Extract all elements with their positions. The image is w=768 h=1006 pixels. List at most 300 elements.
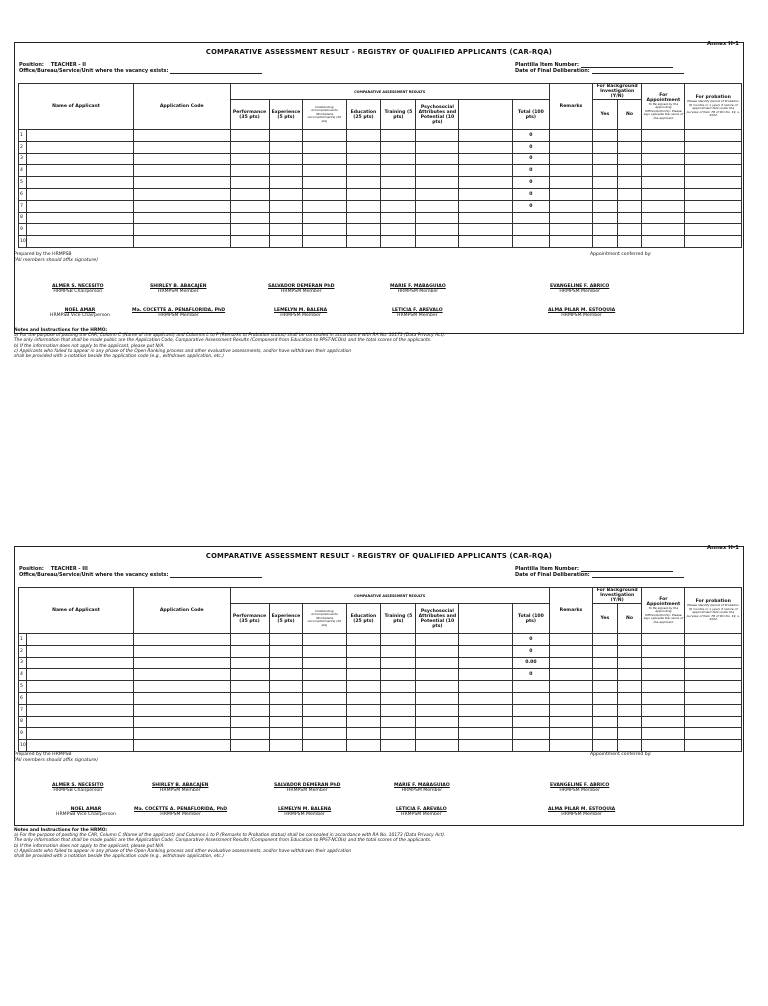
score-cell[interactable] — [303, 728, 346, 740]
score-cell[interactable] — [459, 692, 512, 704]
total-cell — [512, 704, 549, 716]
name-cell[interactable] — [27, 692, 134, 704]
code-cell[interactable] — [133, 669, 230, 681]
score-cell[interactable] — [459, 645, 512, 657]
no-cell[interactable] — [617, 716, 642, 728]
score-cell[interactable] — [269, 692, 303, 704]
appointment-cell[interactable] — [642, 634, 685, 646]
score-cell[interactable] — [416, 130, 459, 142]
probation-cell[interactable] — [685, 141, 742, 153]
score-cell[interactable] — [269, 212, 303, 224]
remarks-cell[interactable] — [549, 212, 592, 224]
score-cell[interactable] — [269, 740, 303, 752]
score-cell[interactable] — [269, 141, 303, 153]
no-cell[interactable] — [617, 236, 642, 248]
code-cell[interactable] — [133, 141, 230, 153]
appointment-cell[interactable] — [642, 212, 685, 224]
no-cell[interactable] — [617, 728, 642, 740]
score-cell[interactable] — [381, 224, 416, 236]
score-cell[interactable] — [459, 236, 512, 248]
appointment-cell[interactable] — [642, 692, 685, 704]
yes-cell[interactable] — [593, 212, 618, 224]
score-cell[interactable] — [269, 153, 303, 165]
yes-cell[interactable] — [593, 224, 618, 236]
score-cell[interactable] — [346, 692, 381, 704]
probation-cell[interactable] — [685, 634, 742, 646]
score-cell[interactable] — [346, 165, 381, 177]
score-cell[interactable] — [416, 657, 459, 669]
score-cell[interactable] — [416, 141, 459, 153]
score-cell[interactable] — [346, 212, 381, 224]
score-cell[interactable] — [230, 177, 269, 189]
score-cell[interactable] — [269, 716, 303, 728]
score-cell[interactable] — [269, 200, 303, 212]
score-cell[interactable] — [303, 716, 346, 728]
score-cell[interactable] — [381, 669, 416, 681]
score-cell[interactable] — [230, 669, 269, 681]
yes-cell[interactable] — [593, 130, 618, 142]
row-number: 9 — [19, 224, 27, 236]
score-cell[interactable] — [303, 188, 346, 200]
name-cell[interactable] — [27, 236, 134, 248]
score-cell[interactable] — [269, 236, 303, 248]
score-cell[interactable] — [346, 153, 381, 165]
score-cell[interactable] — [230, 200, 269, 212]
code-cell[interactable] — [133, 716, 230, 728]
score-cell[interactable] — [459, 224, 512, 236]
remarks-cell[interactable] — [549, 728, 592, 740]
signatory: LETICIA F. AREVALO HRMPSM Member — [396, 807, 447, 818]
score-cell[interactable] — [459, 634, 512, 646]
score-cell[interactable] — [230, 165, 269, 177]
yes-cell[interactable] — [593, 716, 618, 728]
remarks-cell[interactable] — [549, 645, 592, 657]
name-cell[interactable] — [27, 740, 134, 752]
score-cell[interactable] — [381, 681, 416, 693]
score-cell[interactable] — [416, 212, 459, 224]
no-cell[interactable] — [617, 188, 642, 200]
probation-cell[interactable] — [685, 188, 742, 200]
header-name: Name of Applicant — [19, 84, 134, 130]
remarks-cell[interactable] — [549, 153, 592, 165]
remarks-cell[interactable] — [549, 224, 592, 236]
score-cell[interactable] — [346, 188, 381, 200]
remarks-cell[interactable] — [549, 704, 592, 716]
score-cell[interactable] — [416, 153, 459, 165]
remarks-cell[interactable] — [549, 692, 592, 704]
score-cell[interactable] — [381, 212, 416, 224]
appointment-cell[interactable] — [642, 716, 685, 728]
probation-cell[interactable] — [685, 704, 742, 716]
appointment-cell[interactable] — [642, 153, 685, 165]
no-cell[interactable] — [617, 153, 642, 165]
row-number: 10 — [19, 740, 27, 752]
no-cell[interactable] — [617, 657, 642, 669]
yes-cell[interactable] — [593, 236, 618, 248]
score-cell[interactable] — [381, 130, 416, 142]
header-application-code: Application Code — [133, 84, 230, 130]
remarks-cell[interactable] — [549, 130, 592, 142]
probation-cell[interactable] — [685, 716, 742, 728]
name-cell[interactable] — [27, 212, 134, 224]
score-cell[interactable] — [303, 634, 346, 646]
score-cell[interactable] — [346, 141, 381, 153]
score-cell[interactable] — [381, 141, 416, 153]
score-cell[interactable] — [381, 188, 416, 200]
probation-cell[interactable] — [685, 728, 742, 740]
form-meta-right — [515, 62, 684, 74]
appointment-cell[interactable] — [642, 704, 685, 716]
score-cell[interactable] — [381, 177, 416, 189]
yes-cell[interactable] — [593, 153, 618, 165]
score-cell[interactable] — [269, 177, 303, 189]
code-cell[interactable] — [133, 634, 230, 646]
remarks-cell[interactable] — [549, 669, 592, 681]
name-cell[interactable] — [27, 657, 134, 669]
score-cell[interactable] — [303, 681, 346, 693]
remarks-cell[interactable] — [549, 657, 592, 669]
name-cell[interactable] — [27, 165, 134, 177]
score-cell[interactable] — [346, 657, 381, 669]
code-cell[interactable] — [133, 188, 230, 200]
form-meta-left — [19, 62, 262, 74]
yes-cell[interactable] — [593, 704, 618, 716]
score-cell[interactable] — [381, 704, 416, 716]
yes-cell[interactable] — [593, 681, 618, 693]
score-cell[interactable] — [303, 704, 346, 716]
score-cell[interactable] — [416, 716, 459, 728]
deliberation-field[interactable] — [592, 69, 684, 74]
score-cell[interactable] — [303, 236, 346, 248]
header-training: Training (5 pts) — [381, 604, 416, 634]
score-cell[interactable] — [459, 740, 512, 752]
score-cell[interactable] — [459, 212, 512, 224]
no-cell[interactable] — [617, 212, 642, 224]
remarks-cell[interactable] — [549, 236, 592, 248]
yes-cell[interactable] — [593, 177, 618, 189]
score-cell[interactable] — [459, 141, 512, 153]
score-cell[interactable] — [269, 165, 303, 177]
score-cell[interactable] — [416, 704, 459, 716]
yes-cell[interactable] — [593, 740, 618, 752]
score-cell[interactable] — [459, 165, 512, 177]
no-cell[interactable] — [617, 634, 642, 646]
code-cell[interactable] — [133, 177, 230, 189]
score-cell[interactable] — [303, 645, 346, 657]
probation-cell[interactable] — [685, 681, 742, 693]
score-cell[interactable] — [303, 212, 346, 224]
code-cell[interactable] — [133, 645, 230, 657]
probation-cell[interactable] — [685, 212, 742, 224]
code-cell[interactable] — [133, 681, 230, 693]
appointment-cell[interactable] — [642, 740, 685, 752]
position-value: TEACHER - II — [50, 62, 86, 68]
no-cell[interactable] — [617, 645, 642, 657]
score-cell[interactable] — [269, 224, 303, 236]
appointment-cell[interactable] — [642, 681, 685, 693]
score-cell[interactable] — [303, 224, 346, 236]
probation-cell[interactable] — [685, 669, 742, 681]
yes-cell[interactable] — [593, 669, 618, 681]
score-cell[interactable] — [230, 681, 269, 693]
no-cell[interactable] — [617, 141, 642, 153]
score-cell[interactable] — [416, 165, 459, 177]
score-cell[interactable] — [381, 165, 416, 177]
score-cell[interactable] — [346, 645, 381, 657]
score-cell[interactable] — [459, 188, 512, 200]
yes-cell[interactable] — [593, 141, 618, 153]
score-cell[interactable] — [381, 153, 416, 165]
score-cell[interactable] — [346, 200, 381, 212]
score-cell[interactable] — [416, 634, 459, 646]
score-cell[interactable] — [459, 657, 512, 669]
score-cell[interactable] — [346, 681, 381, 693]
no-cell[interactable] — [617, 669, 642, 681]
score-cell[interactable] — [230, 645, 269, 657]
appointment-cell[interactable] — [642, 188, 685, 200]
code-cell[interactable] — [133, 212, 230, 224]
office-field[interactable] — [170, 69, 262, 74]
score-cell[interactable] — [269, 704, 303, 716]
probation-cell[interactable] — [685, 153, 742, 165]
score-cell[interactable] — [303, 657, 346, 669]
remarks-cell[interactable] — [549, 634, 592, 646]
code-cell[interactable] — [133, 224, 230, 236]
appointment-conferred-label: Appointment conferred by: — [590, 752, 652, 757]
no-cell[interactable] — [617, 740, 642, 752]
appointment-cell[interactable] — [642, 177, 685, 189]
remarks-cell[interactable] — [549, 177, 592, 189]
score-cell[interactable] — [230, 728, 269, 740]
score-cell[interactable] — [230, 153, 269, 165]
form-title: COMPARATIVE ASSESSMENT RESULT - REGISTRY OF QUALIFIED APPLICANTS (CAR-RQA) — [205, 552, 553, 560]
score-cell[interactable] — [230, 692, 269, 704]
score-cell[interactable] — [346, 236, 381, 248]
yes-cell[interactable] — [593, 645, 618, 657]
code-cell[interactable] — [133, 740, 230, 752]
score-cell[interactable] — [230, 212, 269, 224]
remarks-cell[interactable] — [549, 165, 592, 177]
appointment-cell[interactable] — [642, 130, 685, 142]
score-cell[interactable] — [381, 200, 416, 212]
score-cell[interactable] — [346, 728, 381, 740]
probation-cell[interactable] — [685, 740, 742, 752]
yes-cell[interactable] — [593, 728, 618, 740]
no-cell[interactable] — [617, 224, 642, 236]
code-cell[interactable] — [133, 657, 230, 669]
appointment-cell[interactable] — [642, 669, 685, 681]
score-cell[interactable] — [269, 130, 303, 142]
name-cell[interactable] — [27, 634, 134, 646]
name-cell[interactable] — [27, 716, 134, 728]
score-cell[interactable] — [381, 728, 416, 740]
no-cell[interactable] — [617, 704, 642, 716]
deliberation-field[interactable] — [592, 573, 684, 578]
score-cell[interactable] — [459, 200, 512, 212]
code-cell[interactable] — [133, 704, 230, 716]
appointment-cell[interactable] — [642, 200, 685, 212]
yes-cell[interactable] — [593, 692, 618, 704]
score-cell[interactable] — [230, 704, 269, 716]
table-row — [19, 692, 742, 704]
name-cell[interactable] — [27, 153, 134, 165]
name-cell[interactable] — [27, 188, 134, 200]
score-cell[interactable] — [303, 130, 346, 142]
score-cell[interactable] — [381, 645, 416, 657]
score-cell[interactable] — [230, 740, 269, 752]
score-cell[interactable] — [416, 681, 459, 693]
appointment-cell[interactable] — [642, 657, 685, 669]
score-cell[interactable] — [230, 130, 269, 142]
appointment-cell[interactable] — [642, 236, 685, 248]
name-cell[interactable] — [27, 224, 134, 236]
header-outstanding: Outstanding Accomplishments (Workplace Accomplishments) (20 pts) — [303, 604, 346, 634]
score-cell[interactable] — [269, 728, 303, 740]
score-cell[interactable] — [303, 141, 346, 153]
score-cell[interactable] — [416, 224, 459, 236]
score-cell[interactable] — [230, 236, 269, 248]
name-cell[interactable] — [27, 669, 134, 681]
name-cell[interactable] — [27, 141, 134, 153]
appointment-cell[interactable] — [642, 728, 685, 740]
yes-cell[interactable] — [593, 657, 618, 669]
score-cell[interactable] — [230, 634, 269, 646]
score-cell[interactable] — [269, 669, 303, 681]
score-cell[interactable] — [303, 740, 346, 752]
remarks-cell[interactable] — [549, 200, 592, 212]
score-cell[interactable] — [416, 236, 459, 248]
probation-cell[interactable] — [685, 657, 742, 669]
score-cell[interactable] — [416, 645, 459, 657]
score-cell[interactable] — [416, 177, 459, 189]
row-number: 8 — [19, 212, 27, 224]
total-cell: 0 — [512, 669, 549, 681]
score-cell[interactable] — [459, 704, 512, 716]
no-cell[interactable] — [617, 177, 642, 189]
probation-cell[interactable] — [685, 236, 742, 248]
score-cell[interactable] — [346, 224, 381, 236]
probation-cell[interactable] — [685, 645, 742, 657]
appointment-cell[interactable] — [642, 224, 685, 236]
yes-cell[interactable] — [593, 165, 618, 177]
score-cell[interactable] — [303, 177, 346, 189]
appointment-cell[interactable] — [642, 141, 685, 153]
no-cell[interactable] — [617, 692, 642, 704]
score-cell[interactable] — [230, 188, 269, 200]
no-cell[interactable] — [617, 165, 642, 177]
probation-cell[interactable] — [685, 692, 742, 704]
score-cell[interactable] — [416, 740, 459, 752]
code-cell[interactable] — [133, 165, 230, 177]
name-cell[interactable] — [27, 728, 134, 740]
score-cell[interactable] — [230, 657, 269, 669]
score-cell[interactable] — [416, 692, 459, 704]
score-cell[interactable] — [459, 177, 512, 189]
code-cell[interactable] — [133, 692, 230, 704]
probation-cell[interactable] — [685, 224, 742, 236]
yes-cell[interactable] — [593, 634, 618, 646]
score-cell[interactable] — [346, 704, 381, 716]
code-cell[interactable] — [133, 200, 230, 212]
remarks-cell[interactable] — [549, 740, 592, 752]
code-cell[interactable] — [133, 728, 230, 740]
score-cell[interactable] — [459, 153, 512, 165]
score-cell[interactable] — [346, 740, 381, 752]
name-cell[interactable] — [27, 177, 134, 189]
code-cell[interactable] — [133, 130, 230, 142]
score-cell[interactable] — [230, 224, 269, 236]
score-cell[interactable] — [381, 740, 416, 752]
score-cell[interactable] — [416, 669, 459, 681]
name-cell[interactable] — [27, 200, 134, 212]
no-cell[interactable] — [617, 681, 642, 693]
score-cell[interactable] — [346, 669, 381, 681]
score-cell[interactable] — [269, 188, 303, 200]
score-cell[interactable] — [459, 130, 512, 142]
code-cell[interactable] — [133, 236, 230, 248]
probation-cell[interactable] — [685, 200, 742, 212]
name-cell[interactable] — [27, 681, 134, 693]
name-cell[interactable] — [27, 704, 134, 716]
score-cell[interactable] — [303, 153, 346, 165]
probation-cell[interactable] — [685, 177, 742, 189]
score-cell[interactable] — [381, 692, 416, 704]
code-cell[interactable] — [133, 153, 230, 165]
score-cell[interactable] — [346, 177, 381, 189]
score-cell[interactable] — [459, 716, 512, 728]
score-cell[interactable] — [459, 728, 512, 740]
score-cell[interactable] — [346, 716, 381, 728]
no-cell[interactable] — [617, 200, 642, 212]
remarks-cell[interactable] — [549, 188, 592, 200]
score-cell[interactable] — [269, 681, 303, 693]
score-cell[interactable] — [416, 188, 459, 200]
yes-cell[interactable] — [593, 200, 618, 212]
appointment-cell[interactable] — [642, 645, 685, 657]
name-cell[interactable] — [27, 645, 134, 657]
score-cell[interactable] — [381, 716, 416, 728]
appointment-cell[interactable] — [642, 165, 685, 177]
score-cell[interactable] — [303, 669, 346, 681]
score-cell[interactable] — [346, 634, 381, 646]
score-cell[interactable] — [303, 165, 346, 177]
score-cell[interactable] — [416, 200, 459, 212]
score-cell[interactable] — [416, 728, 459, 740]
score-cell[interactable] — [303, 200, 346, 212]
yes-cell[interactable] — [593, 188, 618, 200]
name-cell[interactable] — [27, 130, 134, 142]
score-cell[interactable] — [269, 657, 303, 669]
score-cell[interactable] — [381, 236, 416, 248]
probation-cell[interactable] — [685, 165, 742, 177]
score-cell[interactable] — [459, 681, 512, 693]
score-cell[interactable] — [269, 645, 303, 657]
remarks-cell[interactable] — [549, 681, 592, 693]
office-field[interactable] — [170, 573, 262, 578]
remarks-cell[interactable] — [549, 141, 592, 153]
score-cell[interactable] — [269, 634, 303, 646]
no-cell[interactable] — [617, 130, 642, 142]
score-cell[interactable] — [346, 130, 381, 142]
score-cell[interactable] — [230, 716, 269, 728]
remarks-cell[interactable] — [549, 716, 592, 728]
score-cell[interactable] — [303, 692, 346, 704]
score-cell[interactable] — [381, 634, 416, 646]
score-cell[interactable] — [381, 657, 416, 669]
probation-cell[interactable] — [685, 130, 742, 142]
score-cell[interactable] — [230, 141, 269, 153]
score-cell[interactable] — [459, 669, 512, 681]
